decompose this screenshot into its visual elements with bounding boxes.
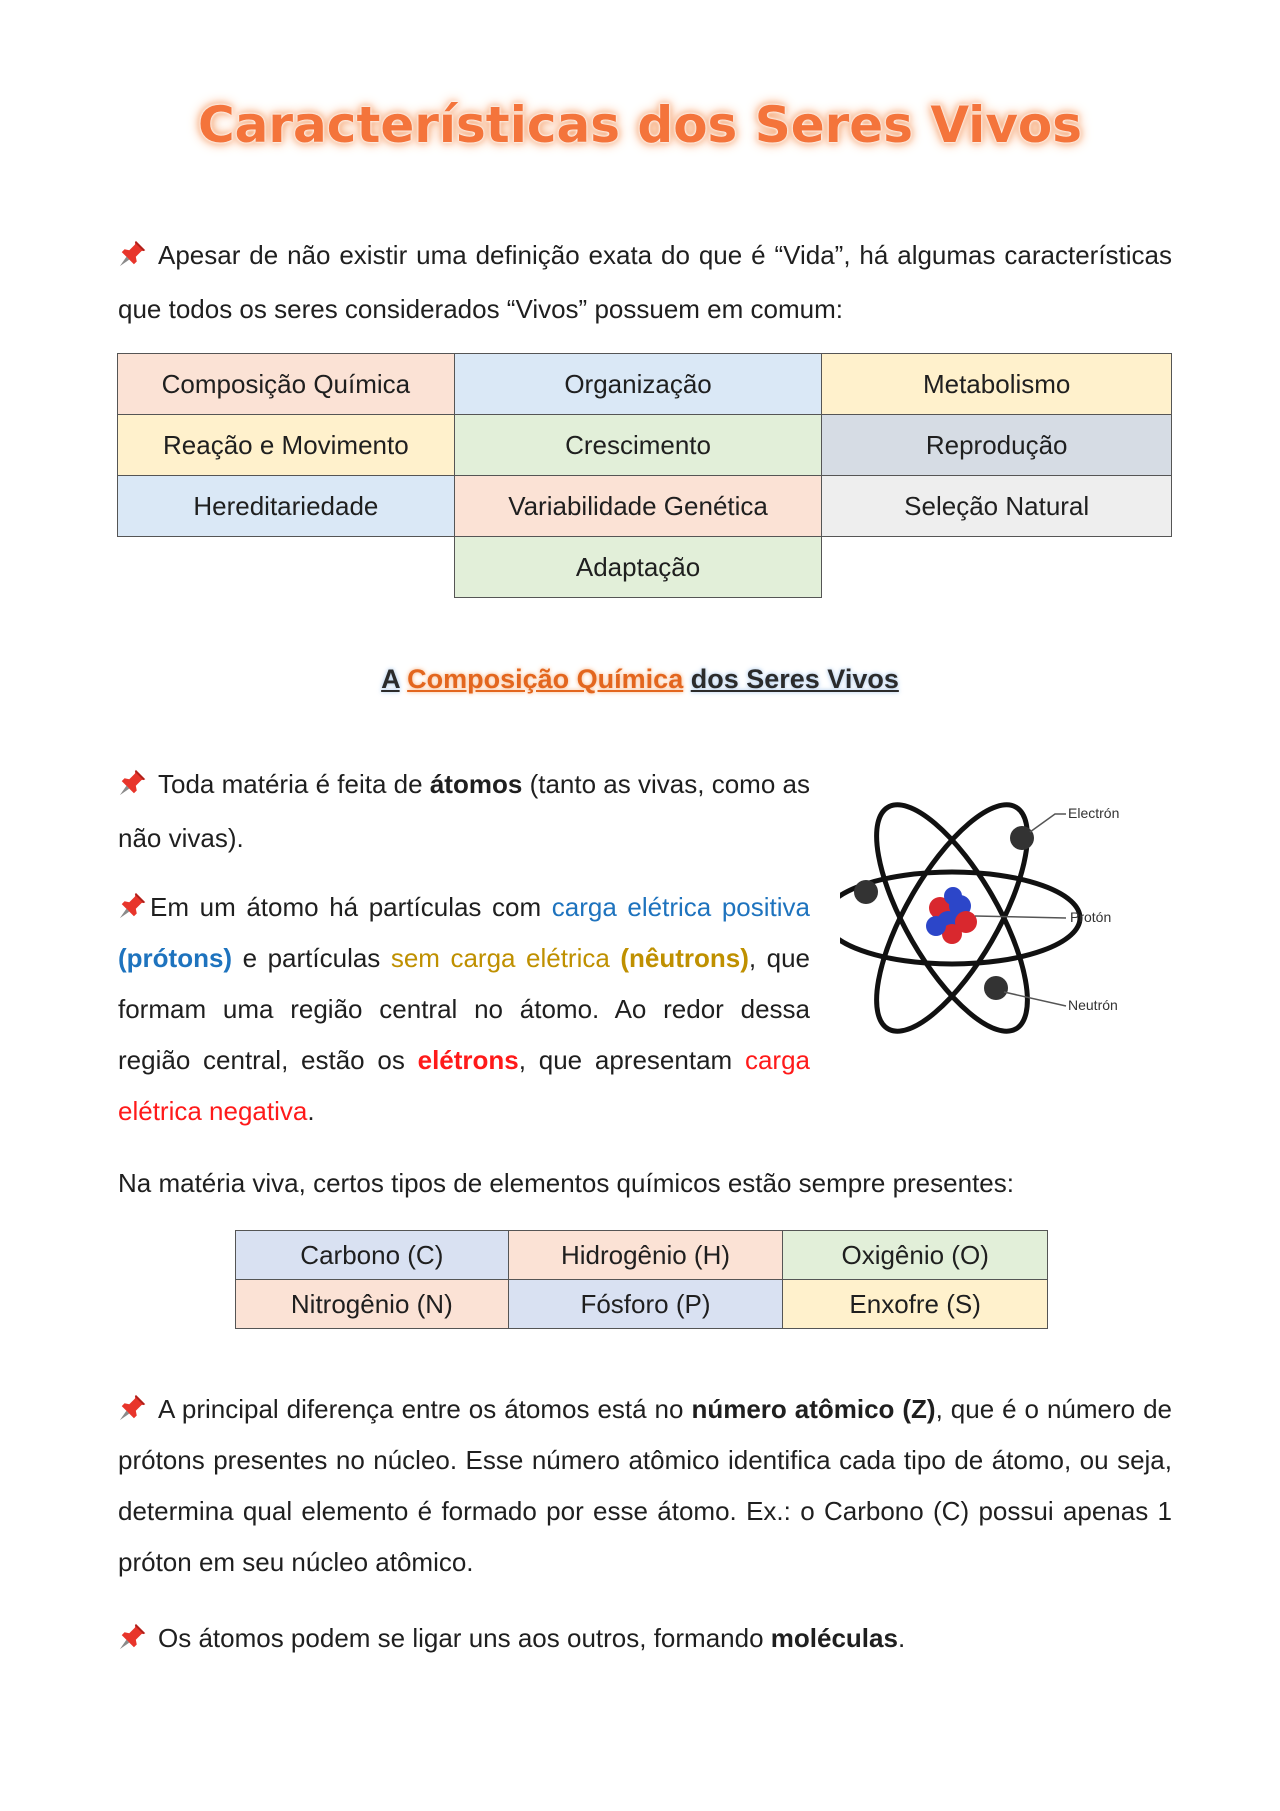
atom-diagram — [840, 770, 1170, 1060]
text: . — [307, 1096, 315, 1126]
elements-intro: Na matéria viva, certos tipos de elementos químicos estão sempre presentes: — [118, 1168, 1014, 1198]
text: , que apresentam — [518, 1045, 733, 1075]
table-cell: Enxofre (S) — [783, 1280, 1048, 1329]
table-cell: Carbono (C) — [236, 1231, 509, 1280]
table-row — [118, 476, 1172, 537]
protons-term: (prótons) — [118, 943, 233, 973]
molecules-paragraph — [118, 1611, 1172, 1665]
nucleus — [926, 887, 977, 944]
intro-paragraph — [118, 228, 1172, 336]
table-cell: Organização — [454, 354, 822, 415]
intro-text: Apesar de não existir uma definição exata do que é “Vida”, há algumas características que todos os seres considerados “Vivos” possuem em comum: — [118, 240, 1172, 324]
table-row — [236, 1231, 1048, 1280]
table-cell: Hereditariedade — [118, 476, 455, 537]
section-heading — [0, 664, 1280, 695]
table-cell: Seleção Natural — [822, 476, 1172, 537]
table-cell: Hidrogênio (H) — [508, 1231, 783, 1280]
text: . — [897, 1623, 906, 1653]
table-row — [118, 537, 1172, 598]
table-cell-empty — [118, 537, 455, 598]
text: (tanto as vivas, como as não vivas). — [118, 769, 810, 853]
bold-term: moléculas — [770, 1623, 898, 1653]
bold-term: número atômico (Z) — [691, 1394, 936, 1424]
table-cell: Variabilidade Genética — [454, 476, 822, 537]
table-cell: Oxigênio (O) — [783, 1231, 1048, 1280]
gold-text: sem carga elétrica — [390, 943, 610, 973]
text: Em um átomo há partículas com — [150, 892, 542, 922]
table-cell: Reação e Movimento — [118, 415, 455, 476]
elements-table — [235, 1230, 1048, 1329]
text: Toda matéria é feita de — [158, 769, 423, 799]
red-text: carga elétrica negativa — [118, 1045, 810, 1126]
bold-term: átomos — [429, 769, 523, 799]
atomic-number-paragraph — [118, 1384, 1172, 1588]
neutron-label: Neutrón — [1068, 997, 1118, 1013]
section-heading-prefix: A — [381, 664, 400, 694]
pushpin-icon — [118, 767, 148, 797]
electron-label: Electrón — [1068, 805, 1120, 821]
particles-paragraph — [118, 882, 810, 1137]
table-cell: Nitrogênio (N) — [236, 1280, 509, 1329]
table-cell-empty — [822, 537, 1172, 598]
section-heading-accent: Composição Química — [407, 664, 684, 694]
electron — [984, 976, 1008, 1000]
pushpin-icon — [118, 238, 148, 268]
pushpin-icon — [118, 890, 148, 920]
blue-text: carga elétrica positiva — [551, 892, 810, 922]
characteristics-table — [117, 353, 1172, 598]
table-row — [118, 415, 1172, 476]
pushpin-icon — [118, 1621, 148, 1651]
section-heading-suffix: dos Seres Vivos — [690, 664, 899, 694]
atoms-paragraph — [118, 757, 810, 865]
table-cell: Fósforo (P) — [508, 1280, 783, 1329]
table-row — [236, 1280, 1048, 1329]
pushpin-icon — [118, 1392, 148, 1422]
text: e partículas — [242, 943, 381, 973]
table-cell: Composição Química — [118, 354, 455, 415]
proton-label: Protón — [1070, 909, 1112, 925]
electron — [1010, 826, 1034, 850]
table-cell: Metabolismo — [822, 354, 1172, 415]
table-cell: Crescimento — [454, 415, 822, 476]
text: , que é o número de prótons presentes no núcleo. Esse número atômico identifica cada tipo de átomo, ou seja, determina qual elemento é formado por esse átomo. Ex.: o Carbono (C) possui apenas 1 próton em seu núcleo atômico. — [118, 1394, 1172, 1577]
text: Os átomos podem se ligar uns aos outros, formando — [158, 1623, 764, 1653]
electrons-term: elétrons — [417, 1045, 519, 1075]
table-row — [118, 354, 1172, 415]
table-cell-adaptacao: Adaptação — [454, 537, 822, 598]
text: , que formam uma região central no átomo. Ao redor dessa região central, estão os — [118, 943, 811, 1075]
table-cell: Reprodução — [822, 415, 1172, 476]
neutrons-term: (nêutrons) — [620, 943, 749, 973]
electron — [854, 880, 878, 904]
text: A principal diferença entre os átomos está no — [158, 1394, 684, 1424]
page-title: Características dos Seres Vivos — [197, 96, 1083, 154]
